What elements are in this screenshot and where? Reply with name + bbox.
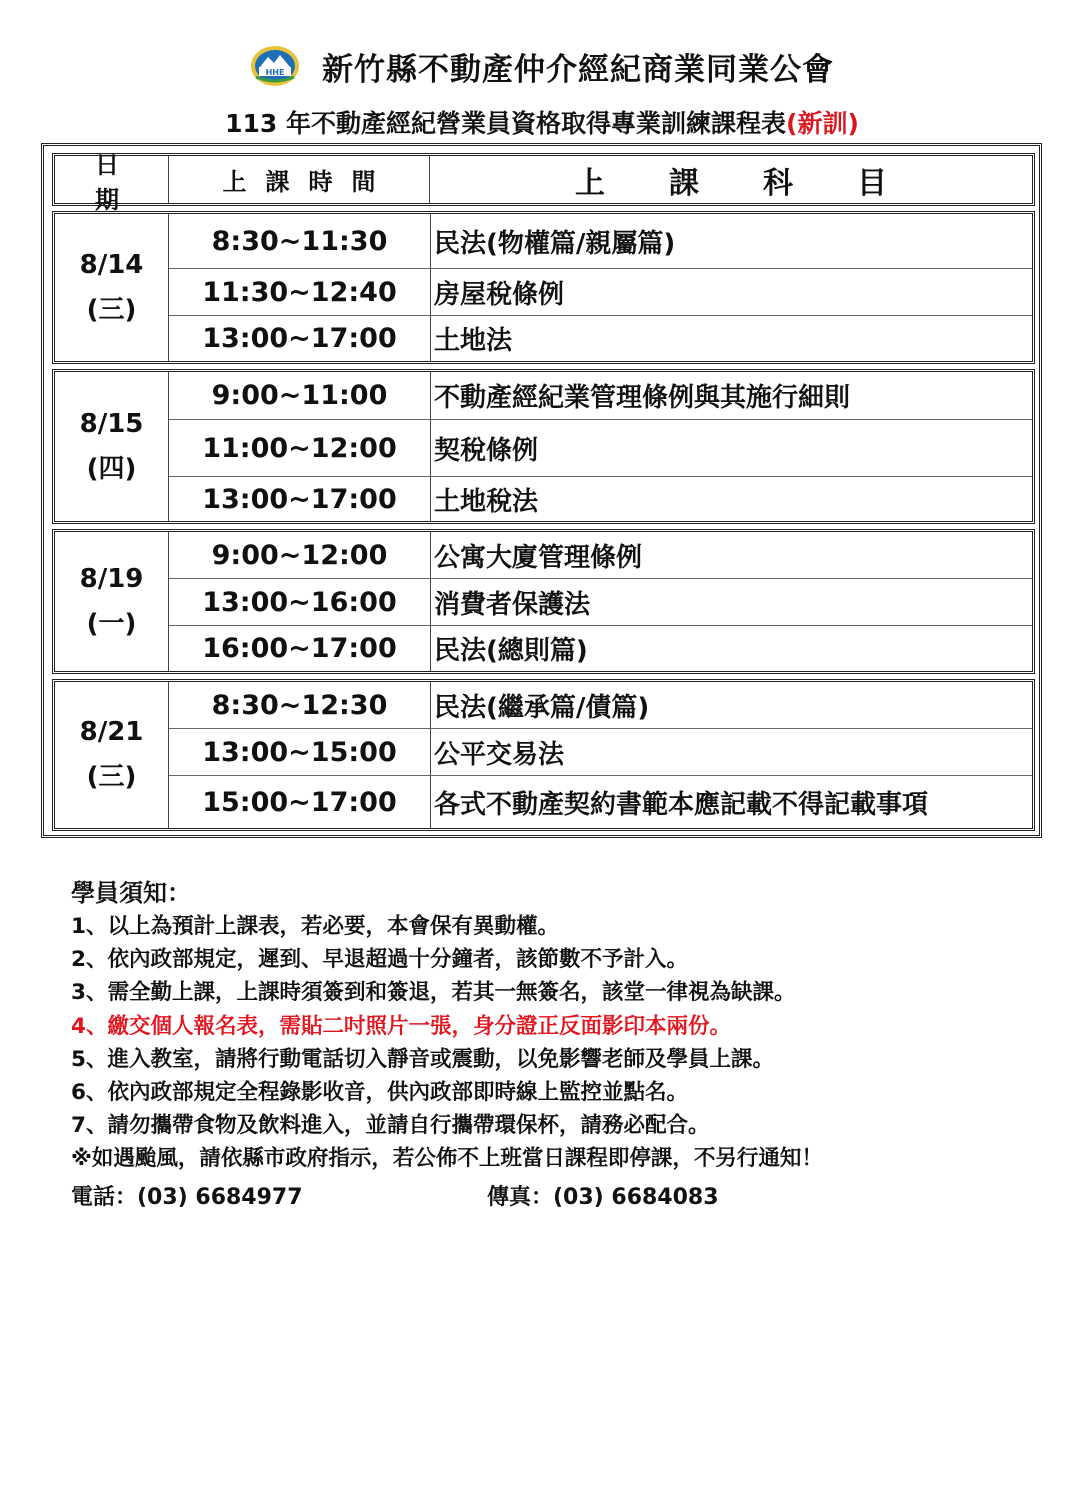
session-time: 16:00~17:00 xyxy=(169,626,431,671)
day-weekday: (三) xyxy=(86,762,137,792)
day-date-cell xyxy=(55,372,169,521)
session-time: 8:30~11:30 xyxy=(169,214,431,268)
session-row xyxy=(169,372,1032,419)
session-row xyxy=(169,625,1032,671)
day-block-4 xyxy=(52,679,1035,831)
session-row xyxy=(169,476,1032,521)
document-header xyxy=(0,38,1084,94)
session-time: 11:30~12:40 xyxy=(169,269,431,315)
session-time: 8:30~12:30 xyxy=(169,682,431,728)
notice-item: 1、以上為預計上課表，若必要，本會保有異動權。 xyxy=(71,914,559,939)
session-subject: 房屋稅條例 xyxy=(434,279,565,310)
session-subject: 各式不動產契約書範本應記載不得記載事項 xyxy=(434,789,929,820)
day-block-3 xyxy=(52,529,1035,674)
day-date: 8/15 xyxy=(79,408,144,439)
day-date-cell xyxy=(55,214,169,361)
association-logo xyxy=(250,45,300,87)
table-header-row xyxy=(52,150,1035,214)
notice-item: 5、進入教室，請將行動電話切入靜音或震動，以免影響老師及學員上課。 xyxy=(71,1046,774,1072)
page-title xyxy=(0,104,1084,140)
session-row xyxy=(169,214,1032,268)
logo-lettering: HHE xyxy=(265,68,285,77)
session-subject: 消費者保護法 xyxy=(434,589,591,620)
notice-item: 3、需全勤上課，上課時須簽到和簽退，若其一無簽名，該堂一律視為缺課。 xyxy=(71,980,796,1006)
day-weekday: (四) xyxy=(86,453,137,484)
session-subject: 契稅條例 xyxy=(434,435,539,466)
session-time: 11:00~12:00 xyxy=(169,420,431,476)
schedule-table xyxy=(41,143,1042,838)
session-subject: 民法(總則篇) xyxy=(434,636,588,666)
day-block-2 xyxy=(52,369,1035,524)
day-date-cell xyxy=(55,532,169,671)
session-time: 13:00~16:00 xyxy=(169,579,431,625)
day-date: 8/21 xyxy=(79,717,144,747)
session-row xyxy=(169,775,1032,828)
session-subject: 不動產經紀業管理條例與其施行細則 xyxy=(434,383,851,413)
notice-title: 學員須知： xyxy=(71,879,191,907)
notice-item: 7、請勿攜帶食物及飲料進入，並請自行攜帶環保杯，請務必配合。 xyxy=(71,1113,710,1139)
header-time: 上課時間 xyxy=(169,156,430,203)
day-date-cell xyxy=(55,682,169,828)
session-row xyxy=(169,268,1032,315)
student-notice xyxy=(71,876,1031,1176)
session-row xyxy=(169,578,1032,625)
day-date: 8/14 xyxy=(79,249,144,280)
session-subject: 公寓大廈管理條例 xyxy=(434,542,643,573)
session-subject: 民法(物權篇/親屬篇) xyxy=(434,228,676,259)
notice-item: 6、依內政部規定全程錄影收音，供內政部即時線上監控並點名。 xyxy=(71,1080,688,1106)
notice-item: 2、依內政部規定，遲到、早退超過十分鐘者，該節數不予計入。 xyxy=(71,947,688,973)
contact-fax: 傳真：(03) 6684083 xyxy=(487,1185,719,1210)
day-weekday: (一) xyxy=(86,608,137,639)
session-row xyxy=(169,532,1032,578)
day-block-1 xyxy=(52,211,1035,364)
session-time: 13:00~17:00 xyxy=(169,477,431,521)
session-subject: 民法(繼承篇/債篇) xyxy=(434,692,650,723)
contact-phone: 電話：(03) 6684977 xyxy=(71,1185,303,1210)
notice-item-typhoon: ※如遇颱風，請依縣市政府指示，若公佈不上班當日課程即停課，不另行通知！ xyxy=(71,1146,823,1172)
day-date: 8/19 xyxy=(79,563,144,594)
session-time: 13:00~15:00 xyxy=(169,729,431,775)
session-row xyxy=(169,315,1032,361)
header-subject: 上課科目 xyxy=(575,165,951,201)
session-row xyxy=(169,728,1032,775)
title-suffix: (新訓) xyxy=(786,109,859,138)
notice-item-highlight: 4、繳交個人報名表，需貼二吋照片一張，身分證正反面影印本兩份。 xyxy=(71,1013,731,1039)
day-weekday: (三) xyxy=(86,294,137,325)
session-row xyxy=(169,682,1032,728)
header-date: 日期 xyxy=(55,156,169,203)
session-subject: 土地法 xyxy=(434,326,513,356)
session-row xyxy=(169,419,1032,476)
title-main: 113 年不動產經紀營業員資格取得專業訓練課程表 xyxy=(225,109,787,138)
session-time: 15:00~17:00 xyxy=(169,776,431,828)
session-subject: 土地稅法 xyxy=(434,486,539,517)
session-time: 13:00~17:00 xyxy=(169,316,431,361)
organization-name: 新竹縣不動產仲介經紀商業同業公會 xyxy=(322,51,834,88)
session-subject: 公平交易法 xyxy=(434,739,565,770)
session-time: 9:00~12:00 xyxy=(169,532,431,578)
session-time: 9:00~11:00 xyxy=(169,372,431,419)
